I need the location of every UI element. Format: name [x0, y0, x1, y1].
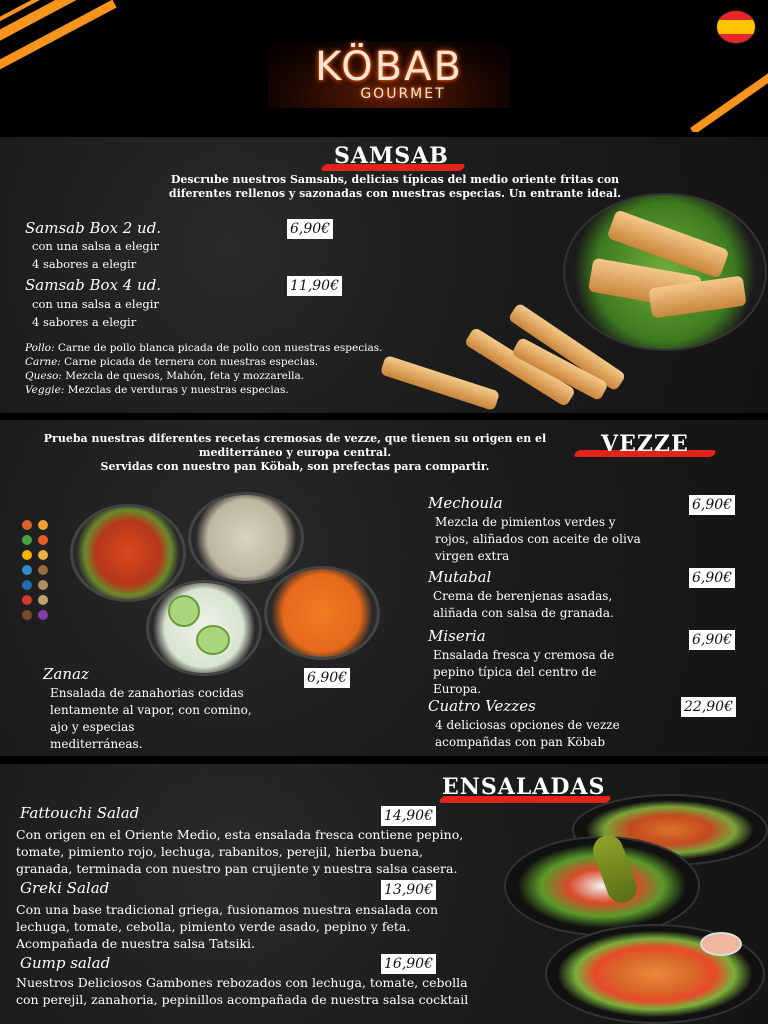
desc-line: Ensalada fresca y cremosa de — [433, 648, 615, 662]
desc-line: tomate, pimiento rojo, lechuga, rabanitos, perejil, hierba buena, — [16, 844, 423, 859]
brand-name: KÖBAB — [315, 44, 463, 90]
desc-line: Ensalada de zanahorias cocidas — [50, 686, 244, 700]
brand-logo — [268, 42, 510, 108]
intro-line: mediterráneo y europa central. — [198, 446, 392, 459]
filling-key: Carne: — [25, 356, 61, 368]
mechoula-name: Mechoula — [428, 494, 503, 512]
gump-price: 16,90€ — [381, 954, 436, 974]
orange-stripe — [690, 48, 768, 132]
item-line: con una salsa a elegir — [32, 239, 159, 253]
mutabal-bowl-image — [188, 492, 304, 584]
mechoula-bowl-image — [70, 504, 186, 602]
filling-text: Mezclas de verduras y nuestras especias. — [67, 384, 289, 396]
desc-line: lentamente al vapor, con comino, — [50, 703, 252, 717]
ensaladas-title: ENSALADAS — [442, 774, 606, 800]
filling-carne — [25, 356, 318, 369]
item-line: 4 sabores a elegir — [32, 315, 137, 329]
desc-line: Europa. — [433, 682, 482, 696]
desc-line: virgen extra — [435, 549, 510, 563]
miseria-description — [433, 647, 673, 698]
miseria-name: Miseria — [428, 627, 486, 645]
filling-text: Carne de pollo blanca picada de pollo con nuestras especias. — [57, 342, 383, 354]
desc-line: Nuestros Deliciosos Gambones rebozados con lechuga, tomate, cebolla — [16, 975, 468, 990]
filling-key: Pollo: — [25, 342, 55, 354]
mutabal-description — [433, 588, 673, 622]
vezze-title: VEZZE — [601, 431, 689, 457]
desc-line: Acompañada de nuestra salsa Tatsiki. — [16, 936, 256, 951]
zanaz-name: Zanaz — [43, 665, 89, 683]
gump-name: Gump salad — [20, 954, 111, 972]
cocktail-sauce-image — [700, 932, 742, 956]
greki-price: 13,90€ — [381, 880, 436, 900]
desc-line: mediterráneas. — [50, 737, 143, 751]
mutabal-name: Mutabal — [428, 568, 492, 586]
filling-text: Mezcla de quesos, Mahón, feta y mozzarella. — [65, 370, 305, 382]
samsab-box-2-name: Samsab Box 2 ud. — [25, 219, 162, 237]
samsab-box-4-name: Samsab Box 4 ud. — [25, 276, 162, 294]
fattouchi-name: Fattouchi Salad — [20, 804, 140, 822]
mutabal-price: 6,90€ — [689, 568, 735, 588]
desc-line: con perejil, zanahoria, pepinillos acompañada de nuestra salsa cocktail — [16, 992, 469, 1007]
desc-line: Crema de berenjenas asadas, — [433, 589, 613, 603]
zanaz-price: 6,90€ — [304, 668, 350, 688]
samsab-title: SAMSAB — [334, 143, 449, 169]
cuatro-vezzes-price: 22,90€ — [681, 697, 736, 717]
desc-line: Con una base tradicional griega, fusionamos nuestra ensalada con — [16, 902, 439, 917]
greki-description — [16, 901, 498, 952]
mechoula-description — [435, 514, 675, 565]
desc-line: Mezcla de pimientos verdes y — [435, 515, 616, 529]
cuatro-vezzes-name: Cuatro Vezzes — [428, 697, 536, 715]
item-line: con una salsa a elegir — [32, 297, 159, 311]
menu-header — [0, 0, 768, 132]
desc-line: lechuga, tomate, cebolla, pimiento verde asado, pepino y feta. — [16, 919, 411, 934]
mechoula-price: 6,90€ — [689, 495, 735, 515]
filling-queso — [25, 370, 304, 383]
intro-line: Servidas con nuestro pan Köbab, son prefectas para compartir. — [100, 460, 490, 473]
intro-line: diferentes rellenos y sazonadas con nuestras especias. Un entrante ideal. — [168, 187, 622, 200]
filling-pollo — [25, 342, 382, 355]
fattouchi-price: 14,90€ — [381, 806, 436, 826]
intro-line: Descrube nuestros Samsabs, delicias típicas del medio oriente fritas con — [170, 173, 620, 186]
samsab-box-2-price: 6,90€ — [287, 219, 333, 239]
samsab-section — [0, 137, 768, 413]
desc-line: Con origen en el Oriente Medio, esta ensalada fresca contiene pepino, — [16, 827, 464, 842]
desc-line: rojos, aliñados con aceite de oliva — [435, 532, 641, 546]
brand-tagline: GOURMET — [360, 86, 446, 102]
filling-key: Veggie: — [25, 384, 65, 396]
filling-veggie — [25, 384, 289, 397]
desc-line: 4 deliciosas opciones de vezze — [435, 718, 620, 732]
fattouchi-description — [16, 826, 498, 877]
item-line: 4 sabores a elegir — [32, 257, 137, 271]
desc-line: pepino típica del centro de — [433, 665, 597, 679]
zanaz-description — [50, 685, 290, 753]
ensaladas-section — [0, 764, 768, 1024]
miseria-price: 6,90€ — [689, 630, 735, 650]
filling-key: Queso: — [25, 370, 62, 382]
desc-line: ajo y especias — [50, 720, 135, 734]
greki-name: Greki Salad — [20, 879, 110, 897]
desc-line: acompañdas con pan Köbab — [435, 735, 606, 749]
samsab-rolls-image — [420, 337, 630, 407]
cuatro-vezzes-description — [435, 717, 675, 751]
zanaz-bowl-image — [264, 566, 380, 660]
desc-line: granada, terminada con nuestro pan crujiente y nuestra salsa casera. — [16, 861, 458, 876]
vezze-section — [0, 420, 768, 756]
vezze-intro — [30, 432, 560, 474]
allergen-icons — [22, 520, 62, 620]
samsab-intro — [160, 173, 630, 201]
samsab-box-4-price: 11,90€ — [287, 276, 342, 296]
gump-description — [16, 974, 498, 1008]
intro-line: Prueba nuestras diferentes recetas cremosas de vezze, que tienen su origen en el — [43, 432, 547, 445]
desc-line: aliñada con salsa de granada. — [433, 606, 614, 620]
filling-text: Carne picada de ternera con nuestras especias. — [64, 356, 319, 368]
spain-flag-icon[interactable] — [716, 10, 756, 44]
